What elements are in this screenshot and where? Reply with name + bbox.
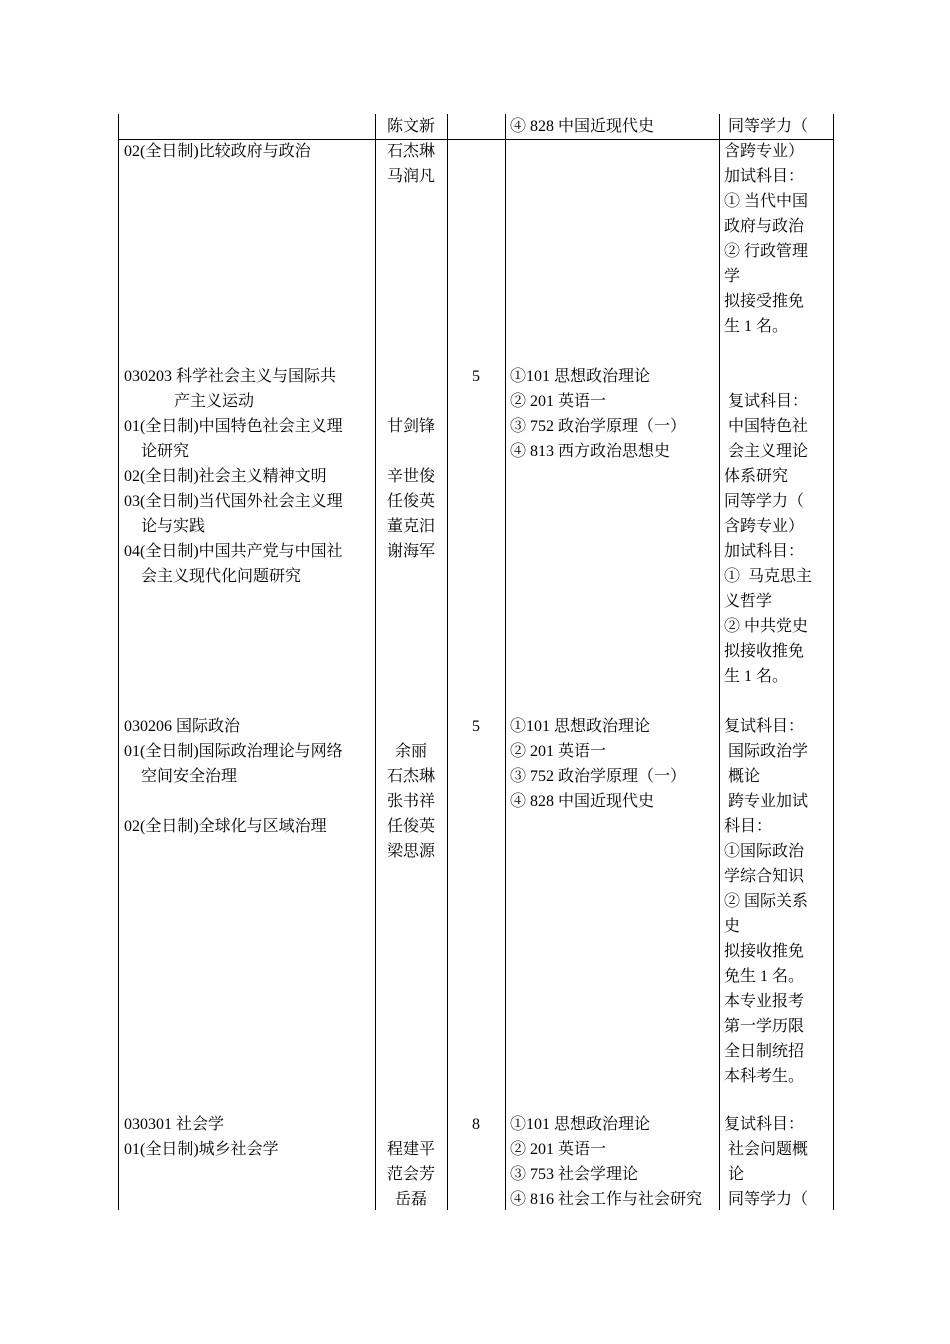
- program-name-cell: [124, 114, 374, 164]
- remark-line: 含跨专业）: [724, 518, 805, 535]
- remark-line: 学: [724, 268, 741, 285]
- remark-line: 拟接收推免: [724, 943, 805, 960]
- supervisor-cell: [376, 1112, 446, 1212]
- supervisor-name: [376, 439, 446, 464]
- exam-subject: ② 201 英语一: [510, 743, 607, 760]
- exam-subject: ①101 思想政治理论: [510, 368, 651, 385]
- exam-subjects-cell: [510, 714, 722, 814]
- supervisor-name: 张书祥: [386, 793, 435, 810]
- remark-line: 政府与政治: [724, 218, 805, 235]
- admissions-table: [118, 114, 834, 1210]
- remark-line: 生 1 名。: [724, 318, 789, 335]
- remark-line: ② 中共党史: [724, 618, 809, 635]
- program-line: 04(全日制)中国共产党与中国社: [124, 543, 343, 560]
- remark-line: 概论: [724, 768, 761, 785]
- enrollment-count: 8: [472, 1116, 480, 1133]
- supervisor-name: [376, 364, 446, 389]
- remark-line: 同等学力（: [724, 118, 809, 135]
- program-line: 02(全日制)比较政府与政治: [124, 143, 311, 160]
- remarks-cell: [724, 714, 834, 1089]
- enrollment-count: 5: [472, 368, 480, 385]
- column-divider: [447, 114, 448, 1210]
- program-line: 空间安全治理: [141, 768, 238, 785]
- remark-line: ① 当代中国: [724, 193, 809, 210]
- remark-line: 义哲学: [724, 593, 773, 610]
- program-line: 论与实践: [141, 518, 206, 535]
- program-line: 030301 社会学: [124, 1116, 225, 1133]
- program-line: 02(全日制)全球化与区域治理: [124, 818, 327, 835]
- exam-subject: ④ 828 中国近现代史: [510, 793, 655, 810]
- exam-subject: ①101 思想政治理论: [510, 1116, 651, 1133]
- supervisor-name: 马润凡: [386, 168, 435, 185]
- exam-subject: ③ 753 社会学理论: [510, 1166, 639, 1183]
- supervisor-name: 程建平: [386, 1141, 435, 1158]
- column-divider: [375, 114, 376, 1210]
- program-name-cell: [124, 1112, 374, 1162]
- program-line: [124, 789, 374, 814]
- exam-subject: ③ 752 政治学原理（一）: [510, 768, 687, 785]
- remark-line: 免生 1 名。: [724, 968, 805, 985]
- supervisor-name: 任俊英: [386, 493, 435, 510]
- remark-line: 本专业报考: [724, 993, 805, 1010]
- supervisor-name: 梁思源: [386, 843, 435, 860]
- program-line: 01(全日制)中国特色社会主义理: [124, 418, 343, 435]
- remark-line: 复试科目：: [724, 1116, 805, 1133]
- exam-subject: ④ 828 中国近现代史: [510, 118, 655, 135]
- remarks-cell: [724, 114, 834, 339]
- remark-line: 含跨专业）: [724, 143, 805, 160]
- supervisor-name: 石杰琳: [386, 768, 435, 785]
- column-divider: [719, 114, 720, 1210]
- remark-line: 本科考生。: [724, 1068, 805, 1085]
- remark-line: 史: [724, 918, 741, 935]
- supervisor-name: 甘剑锋: [386, 418, 435, 435]
- exam-subjects-cell: [510, 114, 722, 139]
- remark-line: ② 国际关系: [724, 893, 809, 910]
- remark-line: 全日制统招: [724, 1043, 805, 1060]
- remark-line: 会主义理论: [724, 443, 809, 460]
- enrollment-count: 5: [472, 718, 480, 735]
- remark-line: 同等学力（: [724, 493, 805, 510]
- supervisor-name: 董克汨: [386, 518, 435, 535]
- exam-subject: ③ 752 政治学原理（一）: [510, 418, 687, 435]
- program-line: 030203 科学社会主义与国际共: [124, 368, 337, 385]
- remark-line: 论: [724, 1166, 745, 1183]
- remark-line: 中国特色社: [724, 418, 809, 435]
- remark-line: 体系研究: [724, 468, 789, 485]
- remark-line: 同等学力（: [724, 1191, 809, 1208]
- supervisor-name: 石杰琳: [386, 143, 435, 160]
- remark-line: 学综合知识: [724, 868, 805, 885]
- supervisor-cell: [376, 114, 446, 189]
- supervisor-name: 范会芳: [386, 1166, 435, 1183]
- supervisor-name: [376, 1112, 446, 1137]
- supervisor-name: 辛世俊: [386, 468, 435, 485]
- supervisor-name: 任俊英: [386, 818, 435, 835]
- program-line: 01(全日制)城乡社会学: [124, 1141, 279, 1158]
- remark-line: 科目：: [724, 818, 773, 835]
- remark-line: 国际政治学: [724, 743, 809, 760]
- remark-line: 拟接受推免: [724, 293, 805, 310]
- exam-subjects-cell: [510, 364, 722, 464]
- remark-line: 加试科目：: [724, 168, 805, 185]
- exam-subjects-cell: [510, 1112, 722, 1212]
- exam-subject: ④ 813 西方政治思想史: [510, 443, 671, 460]
- remark-line: ① 马克思主: [724, 568, 813, 585]
- remark-line: 拟接收推免: [724, 643, 805, 660]
- supervisor-name: 岳磊: [394, 1191, 427, 1208]
- program-line: 03(全日制)当代国外社会主义理: [124, 493, 343, 510]
- remark-line: 复试科目：: [724, 718, 805, 735]
- program-name-cell: [124, 364, 374, 589]
- remarks-cell: [724, 364, 834, 689]
- program-line: 产主义运动: [174, 393, 255, 410]
- table-border-left: [118, 114, 119, 1210]
- supervisor-cell: [376, 364, 446, 564]
- program-line: 030206 国际政治: [124, 718, 241, 735]
- program-line: [124, 114, 374, 139]
- remark-line: ② 行政管理: [724, 243, 809, 260]
- supervisor-name: [376, 389, 446, 414]
- program-line: 02(全日制)社会主义精神文明: [124, 468, 327, 485]
- remark-line: 跨专业加试: [724, 793, 809, 810]
- remark-line: 生 1 名。: [724, 668, 789, 685]
- remarks-cell: [724, 1112, 834, 1212]
- program-line: 会主义现代化问题研究: [141, 568, 302, 585]
- remark-line: 加试科目：: [724, 543, 805, 560]
- supervisor-name: 陈文新: [386, 118, 435, 135]
- exam-subject: ④ 816 社会工作与社会研究: [510, 1191, 703, 1208]
- exam-subject: ② 201 英语一: [510, 1141, 607, 1158]
- remark-line: ①国际政治: [724, 843, 805, 860]
- supervisor-name: [376, 714, 446, 739]
- remark-line: 复试科目：: [724, 393, 809, 410]
- supervisor-cell: [376, 714, 446, 864]
- program-line: 01(全日制)国际政治理论与网络: [124, 743, 343, 760]
- supervisor-name: 余丽: [394, 743, 427, 760]
- supervisor-name: 谢海军: [386, 543, 435, 560]
- remark-line: 社会问题概: [724, 1141, 809, 1158]
- column-divider: [505, 114, 506, 1210]
- program-name-cell: [124, 714, 374, 839]
- program-line: 论研究: [141, 443, 190, 460]
- remark-line: 第一学历限: [724, 1018, 805, 1035]
- remark-line: [724, 364, 834, 389]
- exam-subject: ①101 思想政治理论: [510, 718, 651, 735]
- exam-subject: ② 201 英语一: [510, 393, 607, 410]
